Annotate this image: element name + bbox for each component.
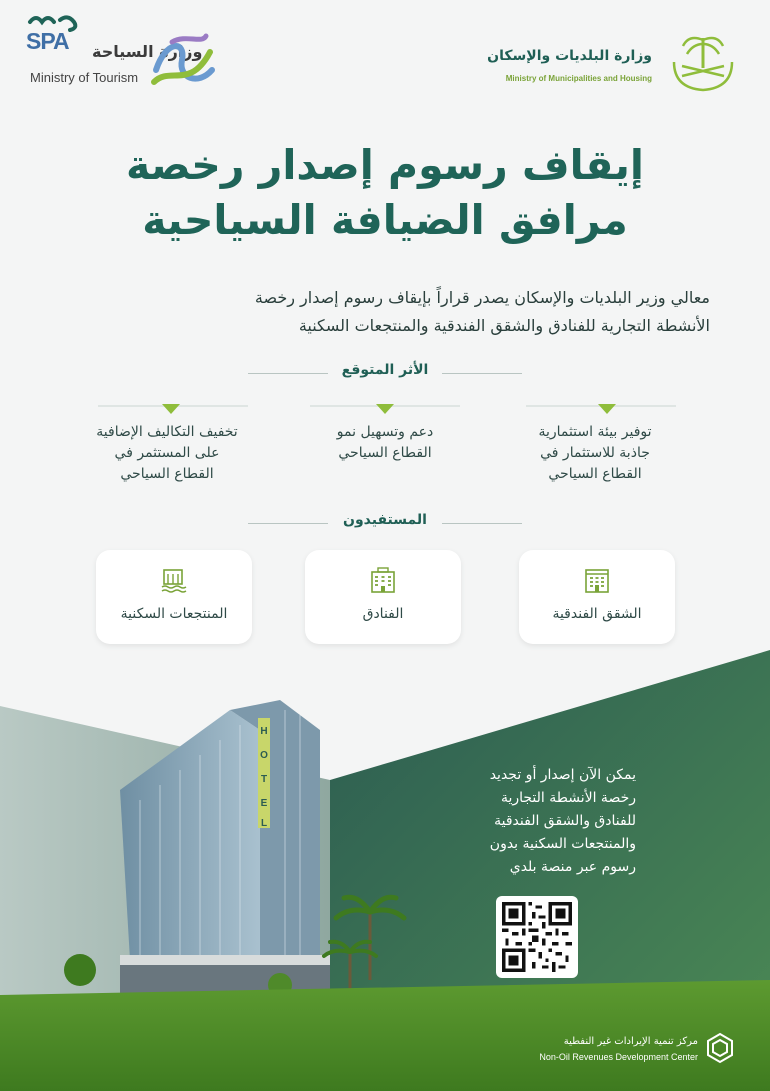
non-oil-revenues-center-logo [536,1030,736,1074]
ministry-of-tourism-logo [22,14,232,98]
cta-line: والمنتجعات السكنية بدون [489,836,636,852]
main-title-line2: مرافق الضيافة السياحية [142,196,628,244]
beneficiary-card-apartments [519,550,675,644]
tourism-name-english: Ministry of Tourism [30,70,139,85]
impact-text: القطاع السياحي [338,445,432,461]
impact-text: جاذبة للاستثمار في [540,445,650,461]
impact-heading [0,362,770,386]
municipalities-name-english: Ministry of Municipalities and Housing [505,74,652,83]
qr-code-icon [502,902,572,972]
impact-marker-icon [598,404,616,414]
spa-logo [26,14,90,58]
beneficiary-label: المنتجعات السكنية [120,606,228,622]
beneficiary-label: الفنادق [362,606,404,622]
hotel-building-icon [369,566,397,594]
center-emblem-icon [704,1032,736,1064]
impact-text: على المستثمر في [114,445,220,461]
beneficiary-card-resorts [96,550,252,644]
main-title-line1: إيقاف رسوم إصدار رخصة [126,141,644,189]
intro-line2: الأنشطة التجارية للفنادق والشقق الفندقية والمنتجعات السكنية [298,316,710,335]
spa-wordmark: SPA [26,28,69,54]
hotel-illustration [0,640,770,1091]
beneficiary-card-hotels [305,550,461,644]
impact-text: القطاع السياحي [548,466,642,482]
tourism-name-arabic: وزارة السياحة [92,42,203,61]
impact-heading-label: الأثر المتوقع [341,362,429,378]
footer-name-english: Non-Oil Revenues Development Center [539,1052,698,1062]
cta-line: رخصة الأنشطة التجارية [500,790,636,806]
impact-item-investment [500,422,690,485]
intro-line1: معالي وزير البلديات والإسكان يصدر قراراً بإيقاف رسوم إصدار رخصة [254,288,710,307]
resort-icon [160,566,188,594]
municipalities-name-arabic: وزارة البلديات والإسكان [487,48,652,64]
cta-line: رسوم عبر منصة بلدي [509,859,636,875]
impact-text: توفير بيئة استثمارية [538,424,652,440]
impact-text: دعم وتسهيل نمو [336,424,434,440]
impact-text: القطاع السياحي [120,466,214,482]
tourism-ribbon-icon [146,30,220,96]
beneficiaries-heading-label: المستفيدون [343,512,427,528]
hotel-sign-letter: H [260,726,268,737]
hotel-sign-letter: T [260,774,268,785]
beneficiary-label: الشقق الفندقية [552,606,642,622]
impact-item-growth [290,422,480,464]
impact-item-costs [72,422,262,485]
cta-line: يمكن الآن إصدار أو تجديد [489,767,636,783]
hotel-sign-letter: L [260,818,268,829]
ministry-of-municipalities-logo [487,30,742,100]
hotel-sign-letter: E [260,798,268,809]
impact-marker-icon [162,404,180,414]
beneficiaries-heading [0,512,770,536]
call-to-action-text [416,764,636,879]
qr-code[interactable] [496,896,578,978]
impact-text: تخفيف التكاليف الإضافية [96,424,238,440]
hotel-sign-letter: O [260,750,268,761]
footer-name-arabic: مركز تنمية الإيرادات غير النفطية [563,1036,698,1047]
palm-swords-emblem-icon [668,30,738,94]
apartment-building-icon [583,566,611,594]
impact-marker-icon [376,404,394,414]
cta-line: للفنادق والشقق الفندقية [494,813,636,829]
